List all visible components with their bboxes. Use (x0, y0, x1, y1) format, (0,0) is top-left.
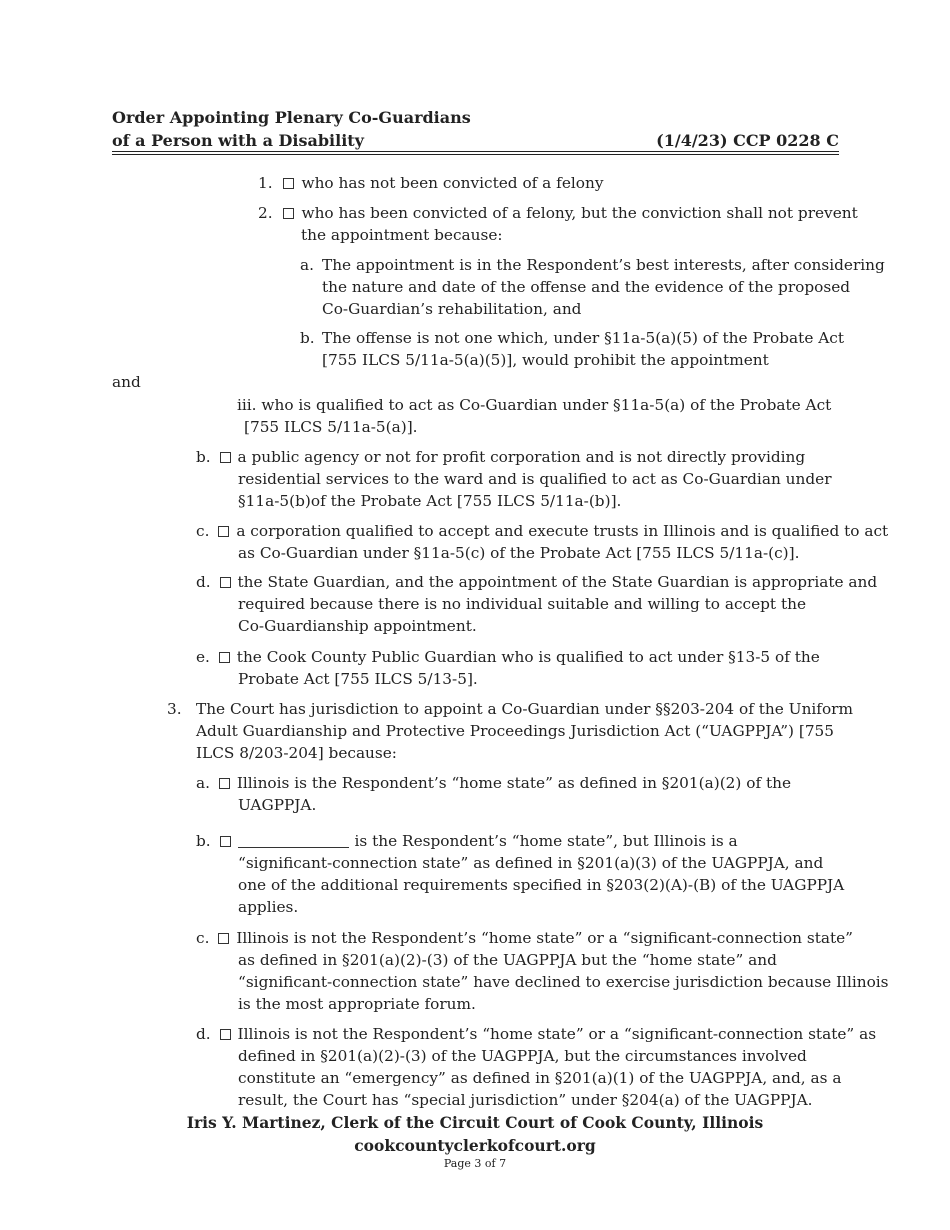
section-3-option-b (196, 830, 738, 853)
option-text: Illinois is not the Respondent’s “home state” or a “significant-connection state” as (237, 1025, 877, 1043)
section-3-label: 3. (167, 700, 182, 718)
sub-a-line2: the nature and date of the offense and the evidence of the proposed (322, 278, 851, 296)
option-label: d. (196, 1025, 211, 1043)
header-rule-top (112, 151, 839, 152)
section-3-d-line3: constitute an “emergency” as defined in §201(a)(1) of the UAGPPJA, and, as a (238, 1069, 842, 1087)
form-title-line1: Order Appointing Plenary Co-Guardians (112, 108, 471, 127)
option-label: b. (196, 448, 211, 466)
section-3-c-line3: “significant-connection state” have declined to exercise jurisdiction because Illinois (238, 973, 889, 991)
section-3-line3: ILCS 8/203-204] because: (196, 744, 397, 762)
option-label: e. (196, 648, 210, 666)
option-text: Illinois is the Respondent’s “home state” as defined in §201(a)(2) of the (236, 774, 792, 792)
sub-b-label: b. (300, 329, 315, 347)
option-b-line2: residential services to the ward and is qualified to act as Co-Guardian under (238, 470, 832, 488)
option-b-line3: §11a-5(b)of the Probate Act [755 ILCS 5/11a-(b)]. (238, 492, 622, 510)
sub-b-line2: [755 ILCS 5/11a-5(a)(5)], would prohibit the appointment (322, 351, 769, 369)
option-text: the Cook County Public Guardian who is qualified to act under §13-5 of the (236, 648, 820, 666)
item-iii-line1: iii. who is qualified to act as Co-Guardian under §11a-5(a) of the Probate Act (237, 396, 832, 414)
header-rule-bottom (112, 154, 839, 155)
option-e (196, 646, 820, 669)
option-text: the State Guardian, and the appointment of the State Guardian is appropriate and (237, 573, 878, 591)
item-2 (258, 202, 858, 225)
sub-b-line1: The offense is not one which, under §11a-5(a)(5) of the Probate Act (322, 329, 844, 347)
checkbox-section-3-b[interactable] (220, 836, 231, 847)
item-label: 1. (258, 174, 273, 192)
section-3-b-line3: one of the additional requirements specified in §203(2)(A)-(B) of the UAGPPJA (238, 876, 845, 894)
page-number: Page 3 of 7 (443, 1157, 507, 1170)
checkbox-section-3-d[interactable] (220, 1029, 231, 1040)
section-3-d-line2: defined in §201(a)(2)-(3) of the UAGPPJA, but the circumstances involved (238, 1047, 807, 1065)
home-state-blank[interactable] (238, 832, 349, 848)
option-text: a public agency or not for profit corporation and is not directly providing (237, 448, 806, 466)
and-text: and (112, 373, 141, 391)
option-label: c. (196, 522, 210, 540)
option-c-line2: as Co-Guardian under §11a-5(c) of the Probate Act [755 ILCS 5/11a-(c)]. (238, 544, 800, 562)
section-3-option-c (196, 927, 853, 950)
item-text: who has not been convicted of a felony (301, 174, 604, 192)
section-3-c-line2: as defined in §201(a)(2)-(3) of the UAGPPJA but the “home state” and (238, 951, 777, 969)
footer-clerk: Iris Y. Martinez, Clerk of the Circuit Court of Cook County, Illinois (186, 1113, 764, 1132)
section-3-line2: Adult Guardianship and Protective Proceedings Jurisdiction Act (“UAGPPJA”) [755 (196, 722, 835, 740)
checkbox-item-2[interactable] (283, 208, 294, 219)
section-3-a-line2: UAGPPJA. (238, 796, 317, 814)
section-3-d-line4: result, the Court has “special jurisdiction” under §204(a) of the UAGPPJA. (238, 1091, 813, 1109)
section-3-option-a (196, 772, 791, 795)
option-label: c. (196, 929, 210, 947)
form-code: (1/4/23) CCP 0228 C (656, 131, 839, 150)
option-c (196, 520, 888, 543)
checkbox-section-3-c[interactable] (218, 933, 229, 944)
sub-a-line1: The appointment is in the Respondent’s best interests, after considering (322, 256, 885, 274)
item-1 (258, 172, 603, 195)
checkbox-section-3-a[interactable] (219, 778, 230, 789)
option-d-line2: required because there is no individual suitable and willing to accept the (238, 595, 806, 613)
item-iii-line2: [755 ILCS 5/11a-5(a)]. (244, 418, 418, 436)
item-label: 2. (258, 204, 273, 222)
option-d-line3: Co-Guardianship appointment. (238, 617, 477, 635)
section-3-option-d (196, 1023, 876, 1046)
checkbox-option-c[interactable] (218, 526, 229, 537)
sub-a-line3: Co-Guardian’s rehabilitation, and (322, 300, 582, 318)
option-d (196, 571, 877, 594)
form-title-line2: of a Person with a Disability (112, 131, 364, 150)
section-3-line1: The Court has jurisdiction to appoint a Co-Guardian under §§203-204 of the Uniform (196, 700, 853, 718)
checkbox-option-b[interactable] (220, 452, 231, 463)
section-3-c-line4: is the most appropriate forum. (238, 995, 476, 1013)
section-3-b-line2: “significant-connection state” as defined in §201(a)(3) of the UAGPPJA, and (238, 854, 824, 872)
option-label: a. (196, 774, 210, 792)
option-text: Illinois is not the Respondent’s “home state” or a “significant-connection state” (236, 929, 854, 947)
item-text: who has been convicted of a felony, but the conviction shall not prevent (301, 204, 858, 222)
footer-website[interactable]: cookcountyclerkofcourt.org (354, 1136, 596, 1155)
option-label: b. (196, 832, 211, 850)
item-2-line2: the appointment because: (301, 226, 503, 244)
checkbox-option-e[interactable] (219, 652, 230, 663)
checkbox-option-d[interactable] (220, 577, 231, 588)
sub-a-label: a. (300, 256, 314, 274)
option-text: is the Respondent’s “home state”, but Illinois is a (354, 832, 738, 850)
section-3-b-line4: applies. (238, 898, 299, 916)
checkbox-item-1[interactable] (283, 178, 294, 189)
option-e-line2: Probate Act [755 ILCS 5/13-5]. (238, 670, 478, 688)
option-text: a corporation qualified to accept and execute trusts in Illinois and is qualified to act (236, 522, 889, 540)
option-label: d. (196, 573, 211, 591)
option-b (196, 446, 805, 469)
